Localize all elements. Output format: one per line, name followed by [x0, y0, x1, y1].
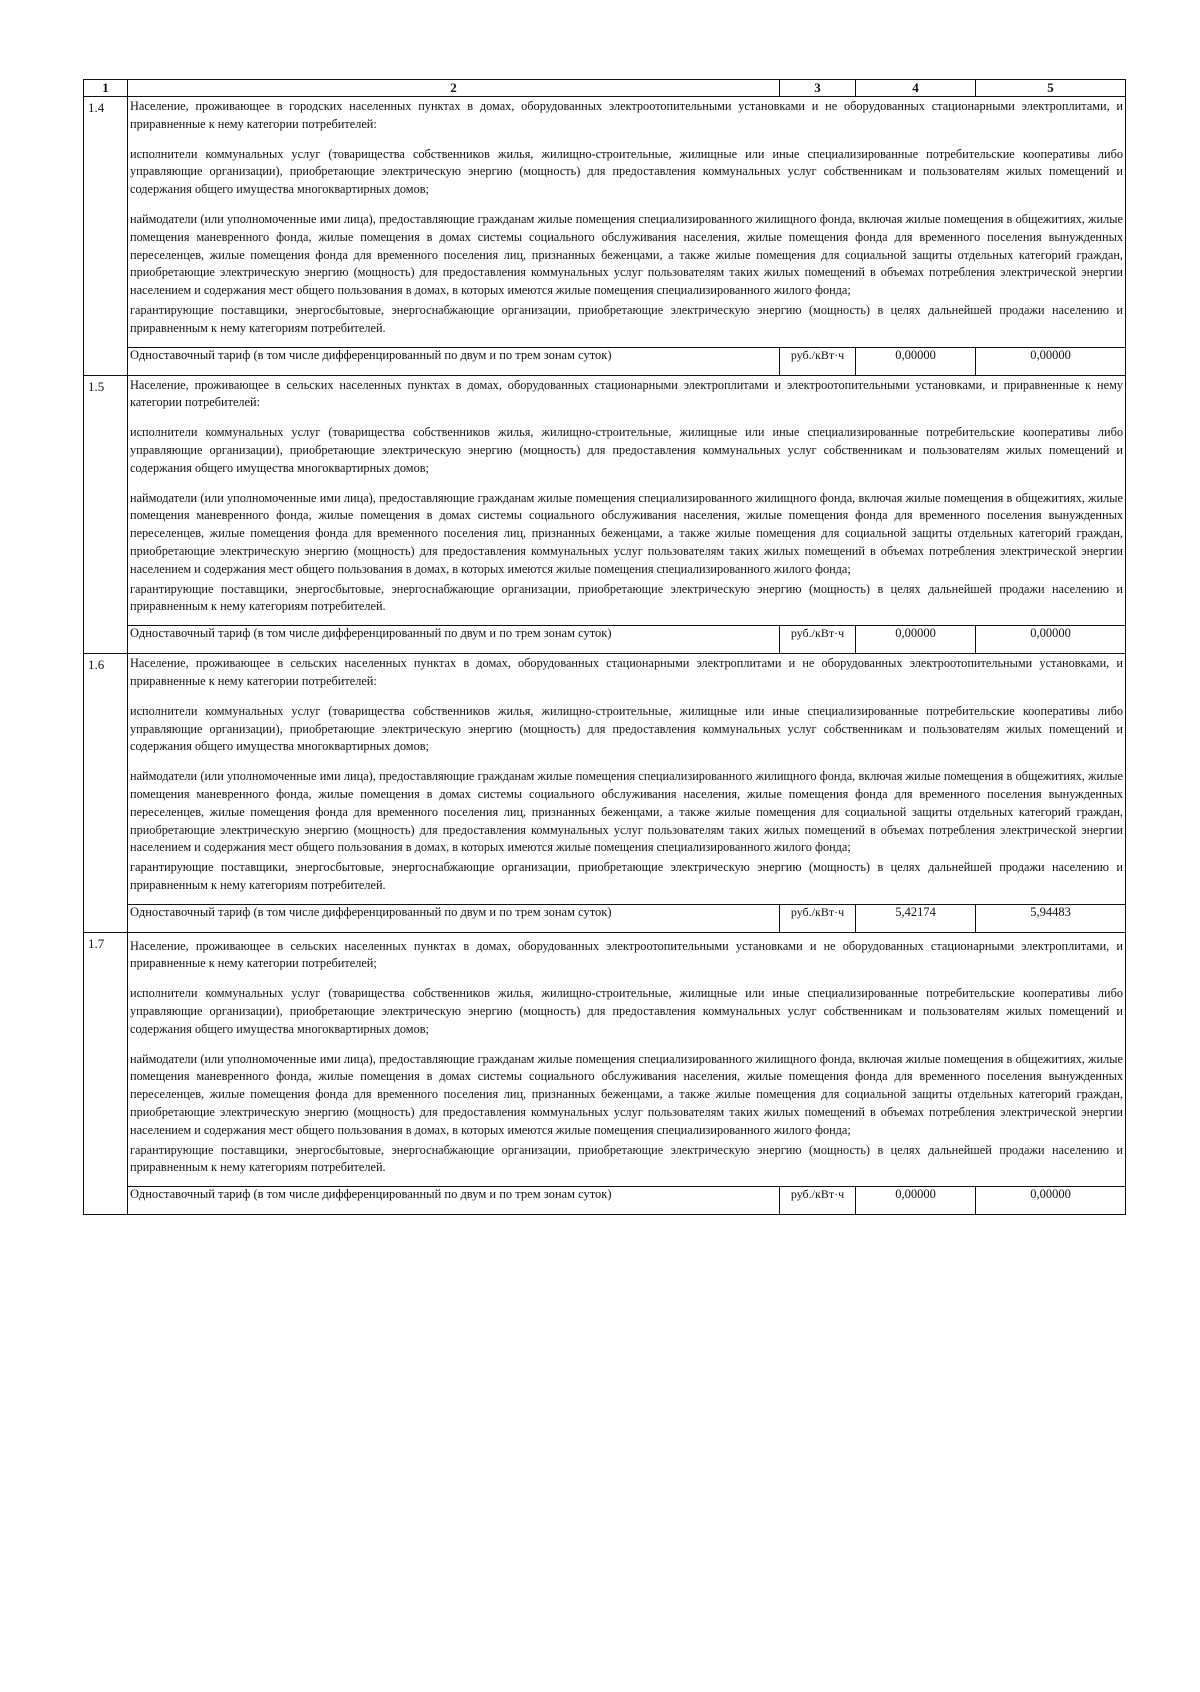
tariff-row	[84, 904, 1126, 932]
tariff-value-col4: 5,42174	[856, 904, 976, 932]
tariff-value-col4: 0,00000	[856, 1187, 976, 1215]
section-description	[128, 654, 1126, 905]
header-col-1: 1	[84, 80, 128, 97]
header-row	[84, 80, 1126, 97]
tariff-row	[84, 626, 1126, 654]
section-row	[84, 97, 1126, 348]
section-title: Население, проживающее в сельских населенных пунктах в домах, оборудованных электроотопительными установками и не оборудованных стационарными электроплитами, и приравненные к нему категории потребителей;	[130, 938, 1123, 971]
section-number: 1.5	[84, 375, 128, 654]
section-description	[128, 932, 1126, 1187]
section-paragraph: гарантирующие поставщики, энергосбытовые, энергоснабжающие организации, приобретающие электрическую энергию (мощность) в целях дальнейшей продажи населению и приравненным к нему категориям потребителей.	[130, 1142, 1123, 1175]
tariff-label: Одноставочный тариф (в том числе дифференцированный по двум и по трем зонам суток)	[128, 1187, 780, 1215]
tariff-label: Одноставочный тариф (в том числе дифференцированный по двум и по трем зонам суток)	[128, 626, 780, 654]
section-paragraph: гарантирующие поставщики, энергосбытовые, энергоснабжающие организации, приобретающие электрическую энергию (мощность) в целях дальнейшей продажи населению и приравненным к нему категориям потребителей.	[130, 302, 1123, 335]
tariff-label: Одноставочный тариф (в том числе дифференцированный по двум и по трем зонам суток)	[128, 904, 780, 932]
section-title: Население, проживающее в городских населенных пунктах в домах, оборудованных электроотопительными установками и не оборудованных стационарными электроплитами, и приравненные к нему категории потребителей:	[130, 99, 1123, 131]
section-paragraph: исполнители коммунальных услуг (товарищества собственников жилья, жилищно-строительные, жилищные или иные специализированные потребительские кооперативы либо управляющие организации), приобретающие электрическую энергию (мощность) для предоставления коммунальных услуг собственникам и пользователям жилых помещений и содержания общего имущества многоквартирных домов;	[130, 425, 1123, 475]
section-row	[84, 375, 1126, 626]
section-row	[84, 654, 1126, 905]
section-title: Население, проживающее в сельских населенных пунктах в домах, оборудованных стационарными электроплитами и не оборудованных электроотопительными установками, и приравненные к нему категории потребителей:	[130, 656, 1123, 688]
tariff-unit: руб./кВт·ч	[780, 1187, 856, 1215]
tariff-value-col5: 0,00000	[976, 347, 1126, 375]
section-paragraph: исполнители коммунальных услуг (товарищества собственников жилья, жилищно-строительные, жилищные или иные специализированные потребительские кооперативы либо управляющие организации), приобретающие электрическую энергию (мощность) для предоставления коммунальных услуг собственникам и пользователям жилых помещений и содержания общего имущества многоквартирных домов;	[130, 146, 1123, 197]
tariff-value-col5: 0,00000	[976, 1187, 1126, 1215]
section-paragraph: наймодатели (или уполномоченные ими лица), предоставляющие гражданам жилые помещения специализированного жилищного фонда, включая жилые помещения в общежитиях, жилые помещения маневренного фонда, жилые помещения в домах системы социального обслуживания населения, жилые помещения фонда для временного поселения вынужденных переселенцев, жилые помещения фонда для временного поселения лиц, признанных беженцами, а также жилые помещения для социальной защиты отдельных категорий граждан, приобретающие электрическую энергию (мощность) для предоставления коммунальных услуг пользователям таких жилых помещений в объемах потребления электрической энергии населением и содержания мест общего пользования в домах, в которых имеются жилые помещения специализированного жилого фонда;	[130, 211, 1123, 298]
header-col-2: 2	[128, 80, 780, 97]
tariff-value-col5: 5,94483	[976, 904, 1126, 932]
section-description	[128, 375, 1126, 626]
tariff-value-col5: 0,00000	[976, 626, 1126, 654]
section-row	[84, 932, 1126, 1187]
section-description	[128, 97, 1126, 348]
document-page	[83, 79, 1125, 1215]
section-number: 1.6	[84, 654, 128, 933]
section-number: 1.4	[84, 97, 128, 376]
header-col-3: 3	[780, 80, 856, 97]
section-paragraph: наймодатели (или уполномоченные ими лица), предоставляющие гражданам жилые помещения специализированного жилищного фонда, включая жилые помещения в общежитиях, жилые помещения маневренного фонда, жилые помещения в домах системы социального обслуживания населения, жилые помещения фонда для временного поселения вынужденных переселенцев, жилые помещения фонда для временного поселения лиц, признанных беженцами, а также жилые помещения для социальной защиты отдельных категорий граждан, приобретающие электрическую энергию (мощность) для предоставления коммунальных услуг пользователям таких жилых помещений в объемах потребления электрической энергии населением и содержания мест общего пользования в домах, в которых имеются жилые помещения специализированного жилого фонда;	[130, 769, 1123, 855]
tariff-label: Одноставочный тариф (в том числе дифференцированный по двум и по трем зонам суток)	[128, 347, 780, 375]
section-title: Население, проживающее в сельских населенных пунктах в домах, оборудованных стационарными электроплитами и электроотопительными установками, и приравненные к нему категории потребителей:	[130, 377, 1123, 410]
header-col-4: 4	[856, 80, 976, 97]
section-paragraph: исполнители коммунальных услуг (товарищества собственников жилья, жилищно-строительные, жилищные или иные специализированные потребительские кооперативы либо управляющие организации), приобретающие электрическую энергию (мощность) для предоставления коммунальных услуг собственникам и пользователям жилых помещений и содержания общего имущества многоквартирных домов;	[130, 986, 1123, 1036]
tariff-row	[84, 347, 1126, 375]
tariff-table	[83, 79, 1126, 1215]
tariff-unit: руб./кВт·ч	[780, 347, 856, 375]
section-number: 1.7	[84, 932, 128, 1215]
tariff-row	[84, 1187, 1126, 1215]
tariff-unit: руб./кВт·ч	[780, 626, 856, 654]
section-paragraph: наймодатели (или уполномоченные ими лица), предоставляющие гражданам жилые помещения специализированного жилищного фонда, включая жилые помещения в общежитиях, жилые помещения маневренного фонда, жилые помещения в домах системы социального обслуживания населения, жилые помещения фонда для временного поселения вынужденных переселенцев, жилые помещения фонда для временного поселения лиц, признанных беженцами, а также жилые помещения для социальной защиты отдельных категорий граждан, приобретающие электрическую энергию (мощность) для предоставления коммунальных услуг пользователям таких жилых помещений в объемах потребления электрической энергии населением и содержания мест общего пользования в домах, в которых имеются жилые помещения специализированного жилого фонда;	[130, 1051, 1123, 1137]
tariff-value-col4: 0,00000	[856, 347, 976, 375]
section-paragraph: гарантирующие поставщики, энергосбытовые, энергоснабжающие организации, приобретающие электрическую энергию (мощность) в целях дальнейшей продажи населению и приравненным к нему категориям потребителей.	[130, 860, 1123, 892]
section-paragraph: исполнители коммунальных услуг (товарищества собственников жилья, жилищно-строительные, жилищные или иные специализированные потребительские кооперативы либо управляющие организации), приобретающие электрическую энергию (мощность) для предоставления коммунальных услуг собственникам и пользователям жилых помещений и содержания общего имущества многоквартирных домов;	[130, 703, 1123, 754]
section-paragraph: гарантирующие поставщики, энергосбытовые, энергоснабжающие организации, приобретающие электрическую энергию (мощность) в целях дальнейшей продажи населению и приравненным к нему категориям потребителей.	[130, 581, 1123, 614]
tariff-unit: руб./кВт·ч	[780, 904, 856, 932]
header-col-5: 5	[976, 80, 1126, 97]
tariff-value-col4: 0,00000	[856, 626, 976, 654]
section-paragraph: наймодатели (или уполномоченные ими лица), предоставляющие гражданам жилые помещения специализированного жилищного фонда, включая жилые помещения в общежитиях, жилые помещения маневренного фонда, жилые помещения в домах системы социального обслуживания населения, жилые помещения фонда для временного поселения вынужденных переселенцев, жилые помещения фонда для временного поселения лиц, признанных беженцами, а также жилые помещения для социальной защиты отдельных категорий граждан, приобретающие электрическую энергию (мощность) для предоставления коммунальных услуг пользователям таких жилых помещений в объемах потребления электрической энергии населением и содержания мест общего пользования в домах, в которых имеются жилые помещения специализированного жилого фонда;	[130, 490, 1123, 576]
